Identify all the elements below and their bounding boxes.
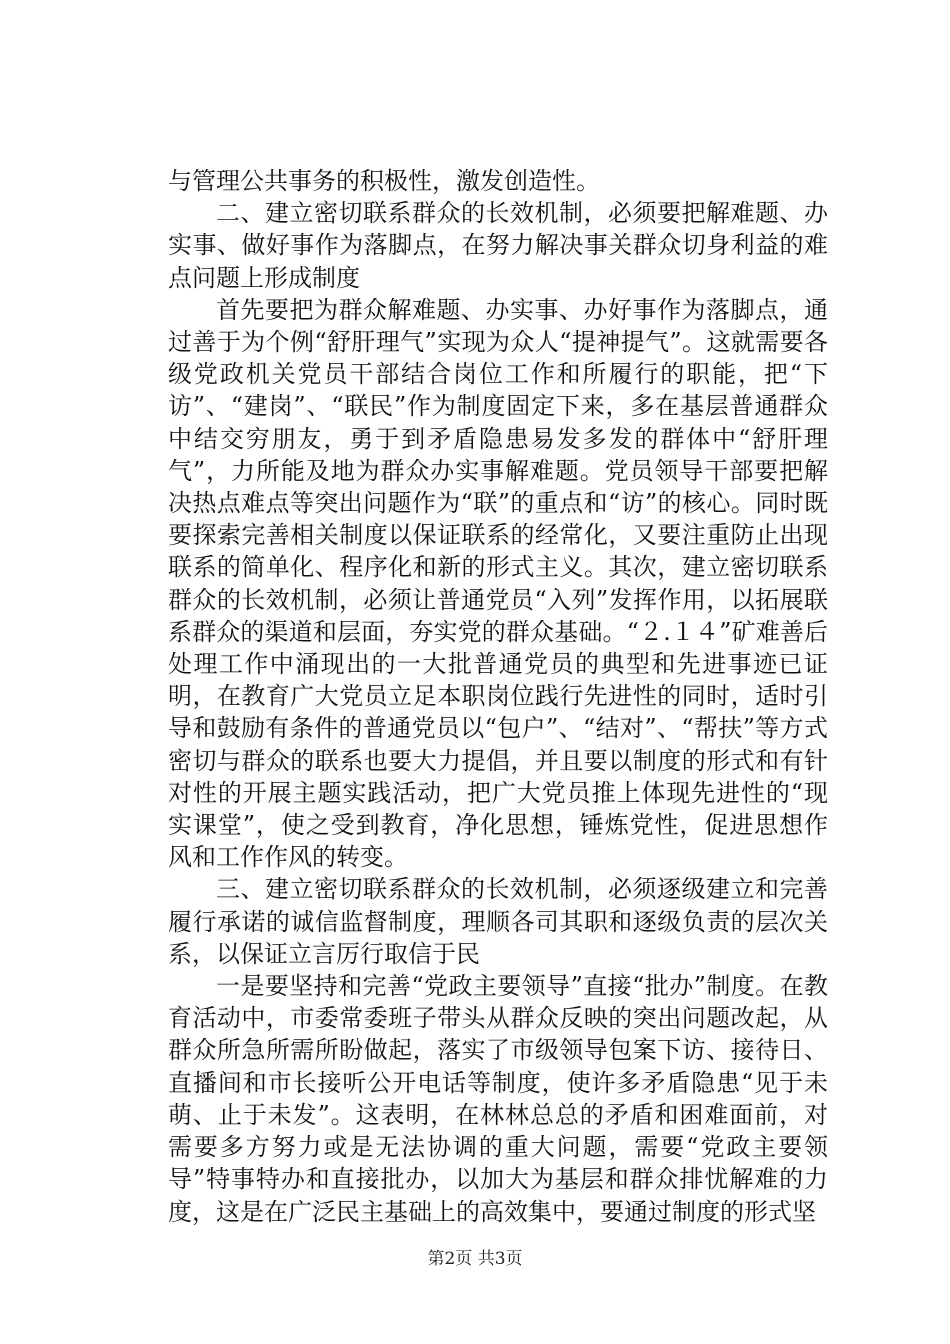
paragraph-5: 一是要坚持和完善“党政主要领导”直接“批办”制度。在教育活动中，市委常委班子带头从群众反映的突出问题改起，从群众所急所需所盼做起，落实了市级领导包案下访、接待日、直播间和市长接听公开电话等制度，使许多矛盾隐患“见于未萌、止于未发”。这表明，在林林总总的矛盾和困难面前，对需要多方努力或是无法协调的重大问题，需要“党政主要领导”特事特办和直接批办，以加大为基层和群众排忧解难的力度，这是在广泛民主基础上的高效集中，要通过制度的形式坚 xyxy=(168,972,828,1226)
page-number-footer: 第2页 共3页 xyxy=(427,1249,523,1269)
paragraph-2: 二、建立密切联系群众的长效机制，必须要把解难题、办实事、做好事作为落脚点，在努力解决事关群众切身利益的难点问题上形成制度 xyxy=(168,199,828,292)
paragraph-4: 三、建立密切联系群众的长效机制，必须逐级建立和完善履行承诺的诚信监督制度，理顺各司其职和逐级负责的层次关系，以保证立言厉行取信于民 xyxy=(168,875,828,968)
paragraph-3: 首先要把为群众解难题、办实事、办好事作为落脚点，通过善于为个例“舒肝理气”实现为众人“提神提气”。这就需要各级党政机关党员干部结合岗位工作和所履行的职能，把“下访”、“建岗”、“联民”作为制度固定下来，多在基层普通群众中结交穷朋友，勇于到矛盾隐患易发多发的群体中“舒肝理气”，力所能及地为群众办实事解难题。党员领导干部要把解决热点难点等突出问题作为“联”的重点和“访”的核心。同时既要探索完善相关制度以保证联系的经常化，又要注重防止出现联系的简单化、程序化和新的形式主义。其次，建立密切联系群众的长效机制，必须让普通党员“入列”发挥作用，以拓展联系群众的渠道和层面，夯实党的群众基础。“２.１４”矿难善后处理工作中涌现出的一大批普通党员的典型和先进事迹已证明，在教育广大党员立足本职岗位践行先进性的同时，适时引导和鼓励有条件的普通党员以“包户”、“结对”、“帮扶”等方式密切与群众的联系也要大力提倡，并且要以制度的形式和有针对性的开展主题实践活动，把广大党员推上体现先进性的“现实课堂”，使之受到教育，净化思想，锤炼党性，促进思想作风和工作作风的转变。 xyxy=(168,295,828,872)
document-body xyxy=(168,165,828,1228)
paragraph-1: 与管理公共事务的积极性，激发创造性。 xyxy=(168,167,600,195)
